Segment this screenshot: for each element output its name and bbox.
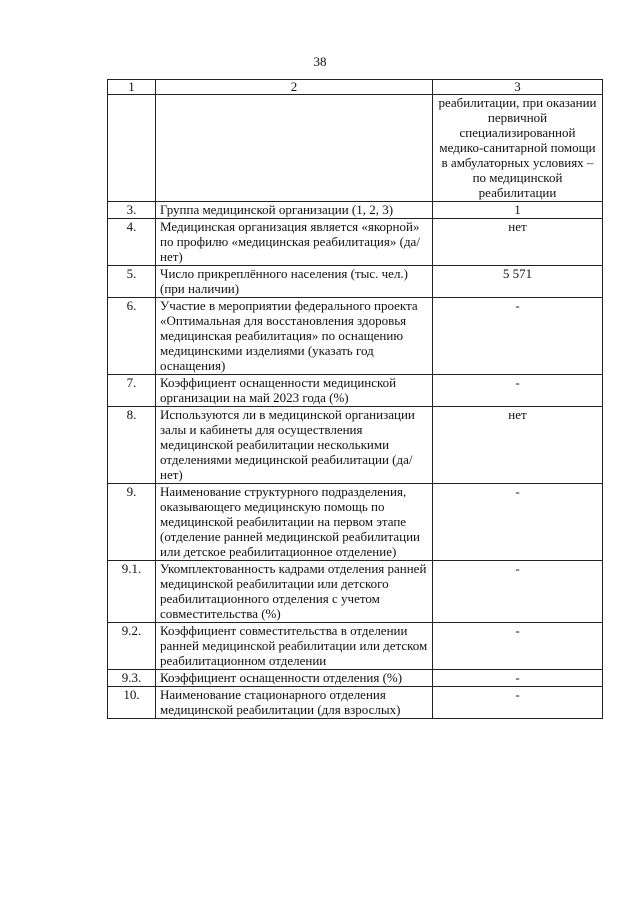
row-number [108,95,156,202]
row-number: 5. [108,266,156,298]
row-value: реабилитации, при оказании первичной специализированной медико-санитарной помощи в амбулаторных условиях – по медицинской реабилитации [433,95,603,202]
table-row [108,670,603,687]
table-row [108,219,603,266]
row-number: 3. [108,202,156,219]
table-row [108,375,603,407]
row-name: Коэффициент совместительства в отделении ранней медицинской реабилитации или детском реабилитационном отделении [156,623,433,670]
row-name: Используются ли в медицинской организации залы и кабинеты для осуществления медицинской реабилитации несколькими отделениями медицинской реабилитации (да/нет) [156,407,433,484]
row-value: - [433,375,603,407]
row-value: - [433,561,603,623]
table-header-row [108,80,603,95]
row-number: 10. [108,687,156,719]
row-number: 4. [108,219,156,266]
row-number: 9.1. [108,561,156,623]
table-row [108,202,603,219]
row-value: нет [433,407,603,484]
table-row [108,266,603,298]
table-row [108,407,603,484]
header-cell-2: 2 [156,80,433,95]
row-name: Наименование структурного подразделения, оказывающего медицинскую помощь по медицинской реабилитации на первом этапе (отделение ранней медицинской реабилитации или детское реабилитационное отделение) [156,484,433,561]
row-name: Число прикреплённого населения (тыс. чел.) (при наличии) [156,266,433,298]
row-name: Медицинская организация является «якорной» по профилю «медицинская реабилитация» (да/нет) [156,219,433,266]
table-row [108,484,603,561]
table-row [108,298,603,375]
row-number: 8. [108,407,156,484]
row-value: 5 571 [433,266,603,298]
table-row [108,687,603,719]
row-number: 9.2. [108,623,156,670]
row-number: 9.3. [108,670,156,687]
row-name [156,95,433,202]
row-value: - [433,484,603,561]
header-cell-3: 3 [433,80,603,95]
row-value: - [433,687,603,719]
row-value: нет [433,219,603,266]
data-table [107,79,603,719]
row-name: Коэффициент оснащенности отделения (%) [156,670,433,687]
row-name: Группа медицинской организации (1, 2, 3) [156,202,433,219]
table-row [108,561,603,623]
header-cell-1: 1 [108,80,156,95]
row-value: - [433,670,603,687]
row-name: Укомплектованность кадрами отделения ранней медицинской реабилитации или детского реабилитационного отделения с учетом совместительства (%) [156,561,433,623]
row-name: Наименование стационарного отделения медицинской реабилитации (для взрослых) [156,687,433,719]
row-value: - [433,623,603,670]
row-name: Коэффициент оснащенности медицинской организации на май 2023 года (%) [156,375,433,407]
row-name: Участие в мероприятии федерального проекта «Оптимальная для восстановления здоровья медицинская реабилитация» по оснащению медицинскими изделиями (указать год оснащения) [156,298,433,375]
table-row [108,623,603,670]
row-number: 6. [108,298,156,375]
row-value: - [433,298,603,375]
row-value: 1 [433,202,603,219]
row-number: 9. [108,484,156,561]
row-number: 7. [108,375,156,407]
table-row [108,95,603,202]
page-number: 38 [313,54,327,69]
